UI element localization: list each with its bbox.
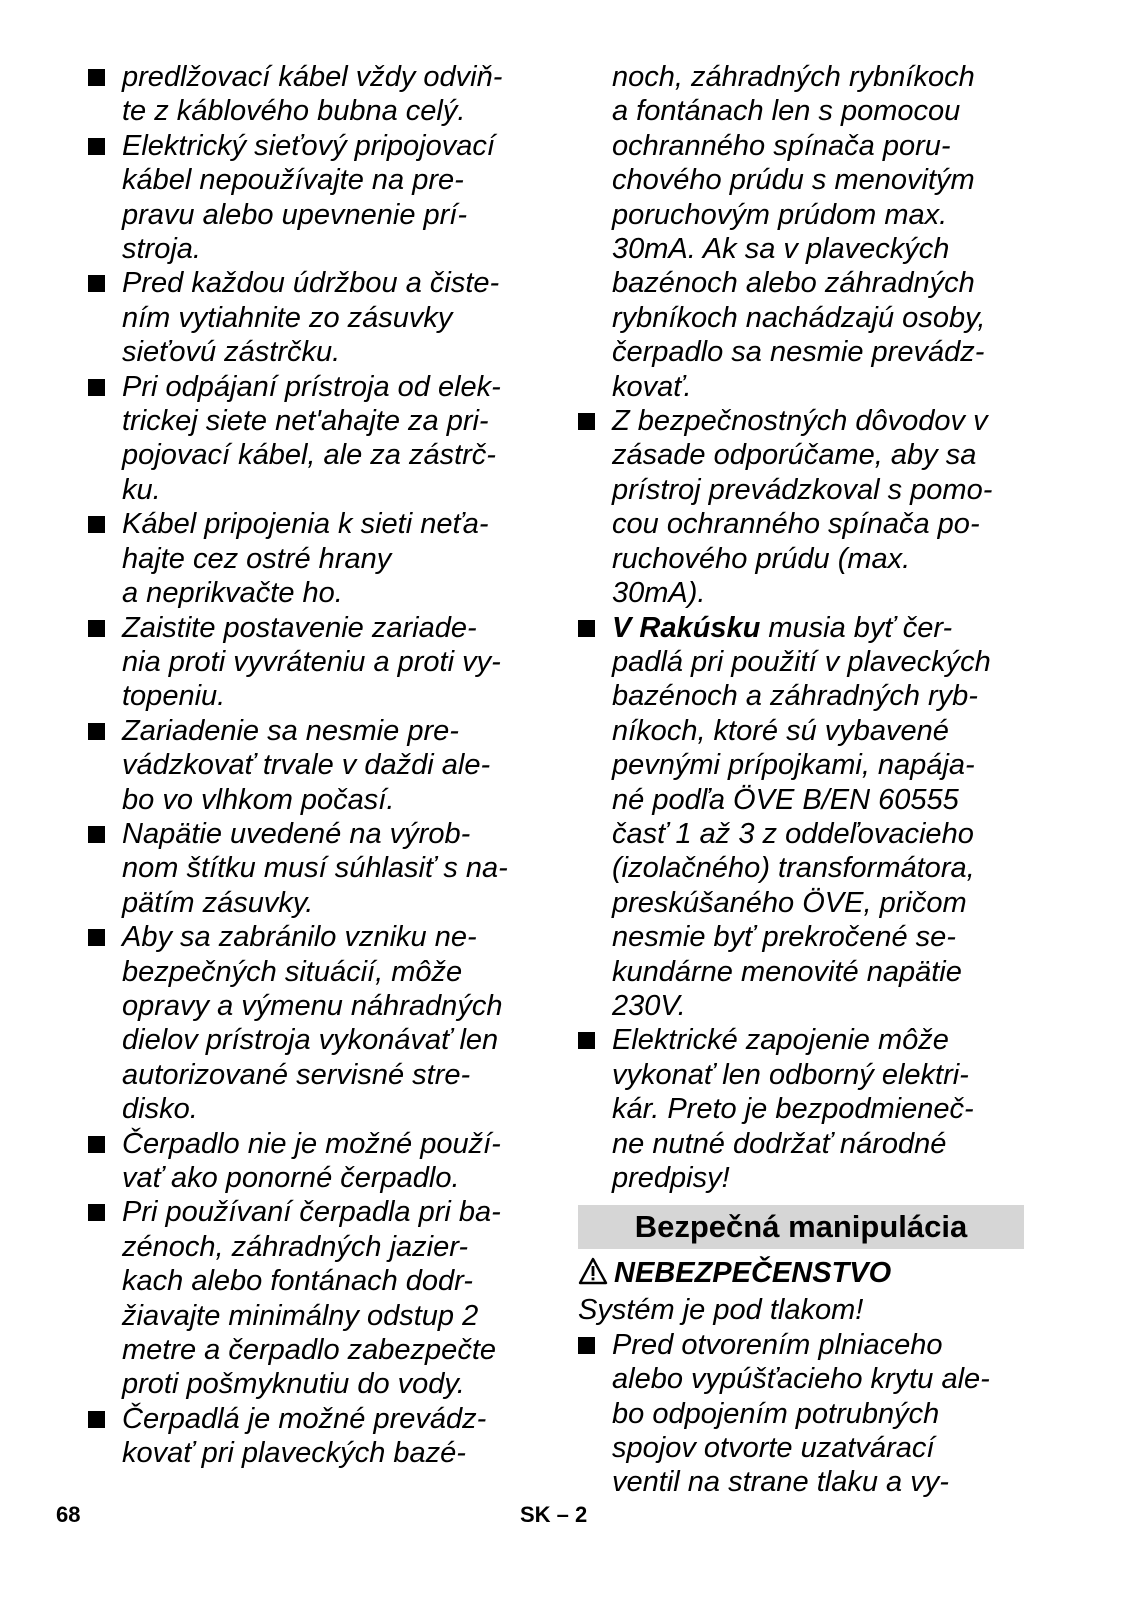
text-line: kovať. — [612, 370, 692, 403]
text-line: Kábel pripojenia k sieti neťa- — [122, 508, 489, 541]
text-line: bo vo vlhkom počasí. — [122, 783, 395, 816]
text-line: trickej siete net'ahajte za pri- — [122, 405, 489, 438]
text-line: predpisy! — [612, 1162, 730, 1194]
text-line: ním vytiahnite zo zásuvky — [122, 301, 453, 334]
text-line: pätím zásuvky. — [122, 886, 314, 919]
text-line: Čerpadlá je možné prevádz- — [122, 1402, 487, 1435]
square-bullet-icon — [88, 275, 105, 292]
text-line: Aby sa zabránilo vzniku ne- — [122, 921, 477, 954]
text-line: ochranného spínača poru- — [612, 129, 951, 162]
text-line: Čerpadlo nie je možné použí- — [122, 1127, 501, 1160]
list-item — [88, 266, 558, 369]
list-item — [88, 60, 558, 129]
text-line: né podľa ÖVE B/EN 60555 — [612, 783, 959, 816]
text-line: alebo vypúšťacieho krytu ale- — [612, 1363, 990, 1396]
text-line: ruchového prúdu (max. — [612, 542, 911, 575]
text-line: Pri odpájaní prístroja od elek- — [122, 370, 501, 403]
list-item — [578, 1328, 1048, 1500]
text-line: predlžovací kábel vždy odviň- — [122, 61, 503, 93]
text-line: rybníkoch nachádzajú osoby, — [612, 301, 986, 334]
section-heading: Bezpečná manipulácia — [578, 1205, 1024, 1249]
text-line: topeniu. — [122, 680, 226, 713]
list-item — [578, 404, 1048, 610]
text-line: opravy a výmenu náhradných — [122, 989, 503, 1022]
text-line: kár. Preto je bezpodmieneč- — [612, 1093, 974, 1126]
text-line: bo odpojením potrubných — [612, 1397, 940, 1430]
page-number: 68 — [56, 1502, 81, 1527]
text-line: hajte cez ostré hrany — [122, 542, 392, 575]
text-line: Elektrický sieťový pripojovací — [122, 129, 495, 162]
square-bullet-icon — [88, 620, 105, 637]
text-line: cou ochranného spínača po- — [612, 508, 980, 541]
text-line: stroja. — [122, 233, 201, 266]
text-line: nom štítku musí súhlasiť s na- — [122, 852, 508, 885]
list-item — [88, 817, 558, 920]
list-item — [88, 1127, 558, 1196]
list-item — [88, 507, 558, 610]
text-line: ne nutné dodržať národné — [612, 1127, 947, 1160]
text-line: ventil na strane tlaku a vy- — [612, 1466, 949, 1499]
text-line: kundárne menovité napätie — [612, 955, 962, 988]
text-line: metre a čerpadlo zabezpečte — [122, 1334, 496, 1367]
list-item — [578, 611, 1048, 1024]
text-line: a fontánach len s pomocou — [612, 95, 961, 128]
list-item — [88, 714, 558, 817]
text-line: bazénoch a záhradných ryb- — [612, 680, 978, 713]
text-line: žiavajte minimálny odstup 2 — [122, 1299, 479, 1332]
text-line: pojovací kábel, ale za zástrč- — [122, 439, 496, 472]
square-bullet-icon — [578, 620, 595, 637]
text-line: Pred každou údržbou a čiste- — [122, 267, 500, 300]
text-line: bezpečných situácií, môže — [122, 955, 463, 988]
right-column — [578, 60, 1048, 1500]
text-line: nia proti vyvráteniu a proti vy- — [122, 645, 501, 678]
text-line: zásade odporúčame, aby sa — [612, 439, 977, 472]
text-line — [612, 611, 1048, 645]
text-line: prístroj prevádzkoval s pomo- — [612, 473, 993, 506]
text-line: 230V. — [612, 989, 686, 1022]
list-item — [88, 1402, 558, 1471]
square-bullet-icon — [88, 138, 105, 155]
text-line: Zaistite postavenie zariade- — [122, 611, 477, 644]
text-line: sieťovú zástrčku. — [122, 336, 341, 369]
text-line: Napätie uvedené na výrob- — [122, 817, 471, 850]
text-line: preskúšaného ÖVE, pričom — [612, 886, 967, 919]
square-bullet-icon — [88, 723, 105, 740]
text-line: 30mA). — [612, 577, 706, 610]
section-code: SK – 2 — [520, 1502, 588, 1527]
text-line: ku. — [122, 473, 161, 506]
system-note: Systém je pod tlakom! — [578, 1294, 864, 1327]
list-item — [578, 1023, 1048, 1195]
text-line: poruchovým prúdom max. — [612, 198, 948, 231]
text-line: autorizované servisné stre- — [122, 1058, 471, 1091]
text-line: spojov otvorte uzatvárací — [612, 1432, 935, 1465]
text-line: dielov prístroja vykonávať len — [122, 1024, 499, 1057]
text-line: Pred otvorením plniaceho — [612, 1328, 943, 1361]
square-bullet-icon — [88, 1204, 105, 1221]
text-line: chového prúdu s menovitým — [612, 164, 975, 197]
text-line: kach alebo fontánach dodr- — [122, 1265, 473, 1298]
danger-label — [578, 1253, 1048, 1293]
text-line: čerpadlo sa nesmie prevádz- — [612, 336, 985, 369]
list-item — [88, 129, 558, 267]
square-bullet-icon — [88, 69, 105, 86]
text-line: časť 1 až 3 z oddeľovacieho — [612, 817, 974, 850]
text-line: te z káblového bubna celý. — [122, 95, 466, 128]
text-line: nesmie byť prekročené se- — [612, 921, 956, 954]
text-line: padlá pri použití v plaveckých — [612, 645, 991, 678]
text-line: 30mA. Ak sa v plaveckých — [612, 233, 950, 266]
text-line: Z bezpečnostných dôvodov v — [612, 405, 988, 438]
text-line: kovať pri plaveckých bazé- — [122, 1437, 466, 1470]
text-fragment: musia byť čer- — [760, 611, 953, 644]
square-bullet-icon — [578, 1337, 595, 1354]
text-line: noch, záhradných rybníkoch — [612, 61, 975, 93]
text-line: proti pošmyknutiu do vody. — [122, 1368, 465, 1401]
text-line: disko. — [122, 1093, 198, 1126]
warning-triangle-icon — [578, 1257, 608, 1285]
text-line: Pri používaní čerpadla pri ba- — [122, 1196, 501, 1229]
text-line: bazénoch alebo záhradných — [612, 267, 975, 300]
left-column — [88, 60, 558, 1471]
square-bullet-icon — [578, 413, 595, 430]
list-item — [88, 370, 558, 508]
text-line: kábel nepoužívajte na pre- — [122, 164, 464, 197]
text-line: vádzkovať trvale v daždi ale- — [122, 749, 491, 782]
square-bullet-icon — [88, 1411, 105, 1428]
text-line: vykonať len odborný elektri- — [612, 1058, 969, 1091]
text-line: pravu alebo upevnenie prí- — [122, 198, 468, 231]
square-bullet-icon — [88, 826, 105, 843]
list-item — [88, 611, 558, 714]
text-line: Elektrické zapojenie môže — [612, 1024, 949, 1057]
square-bullet-icon — [578, 1032, 595, 1049]
square-bullet-icon — [88, 379, 105, 396]
square-bullet-icon — [88, 929, 105, 946]
text-line: Zariadenie sa nesmie pre- — [122, 714, 459, 747]
list-item — [88, 1195, 558, 1401]
list-item — [88, 920, 558, 1126]
bold-lead: V Rakúsku — [612, 611, 761, 644]
text-line: zénoch, záhradných jazier- — [122, 1230, 469, 1263]
text-line: vať ako ponorné čerpadlo. — [122, 1162, 460, 1194]
continued-paragraph — [578, 60, 1048, 404]
text-line: níkoch, ktoré sú vybavené — [612, 714, 949, 747]
text-line: a neprikvačte ho. — [122, 577, 343, 610]
square-bullet-icon — [88, 516, 105, 533]
text-line: (izolačného) transformátora, — [612, 852, 975, 885]
square-bullet-icon — [88, 1136, 105, 1153]
text-line: pevnými prípojkami, napája- — [612, 749, 975, 782]
danger-text: NEBEZPEČENSTVO — [614, 1257, 892, 1290]
